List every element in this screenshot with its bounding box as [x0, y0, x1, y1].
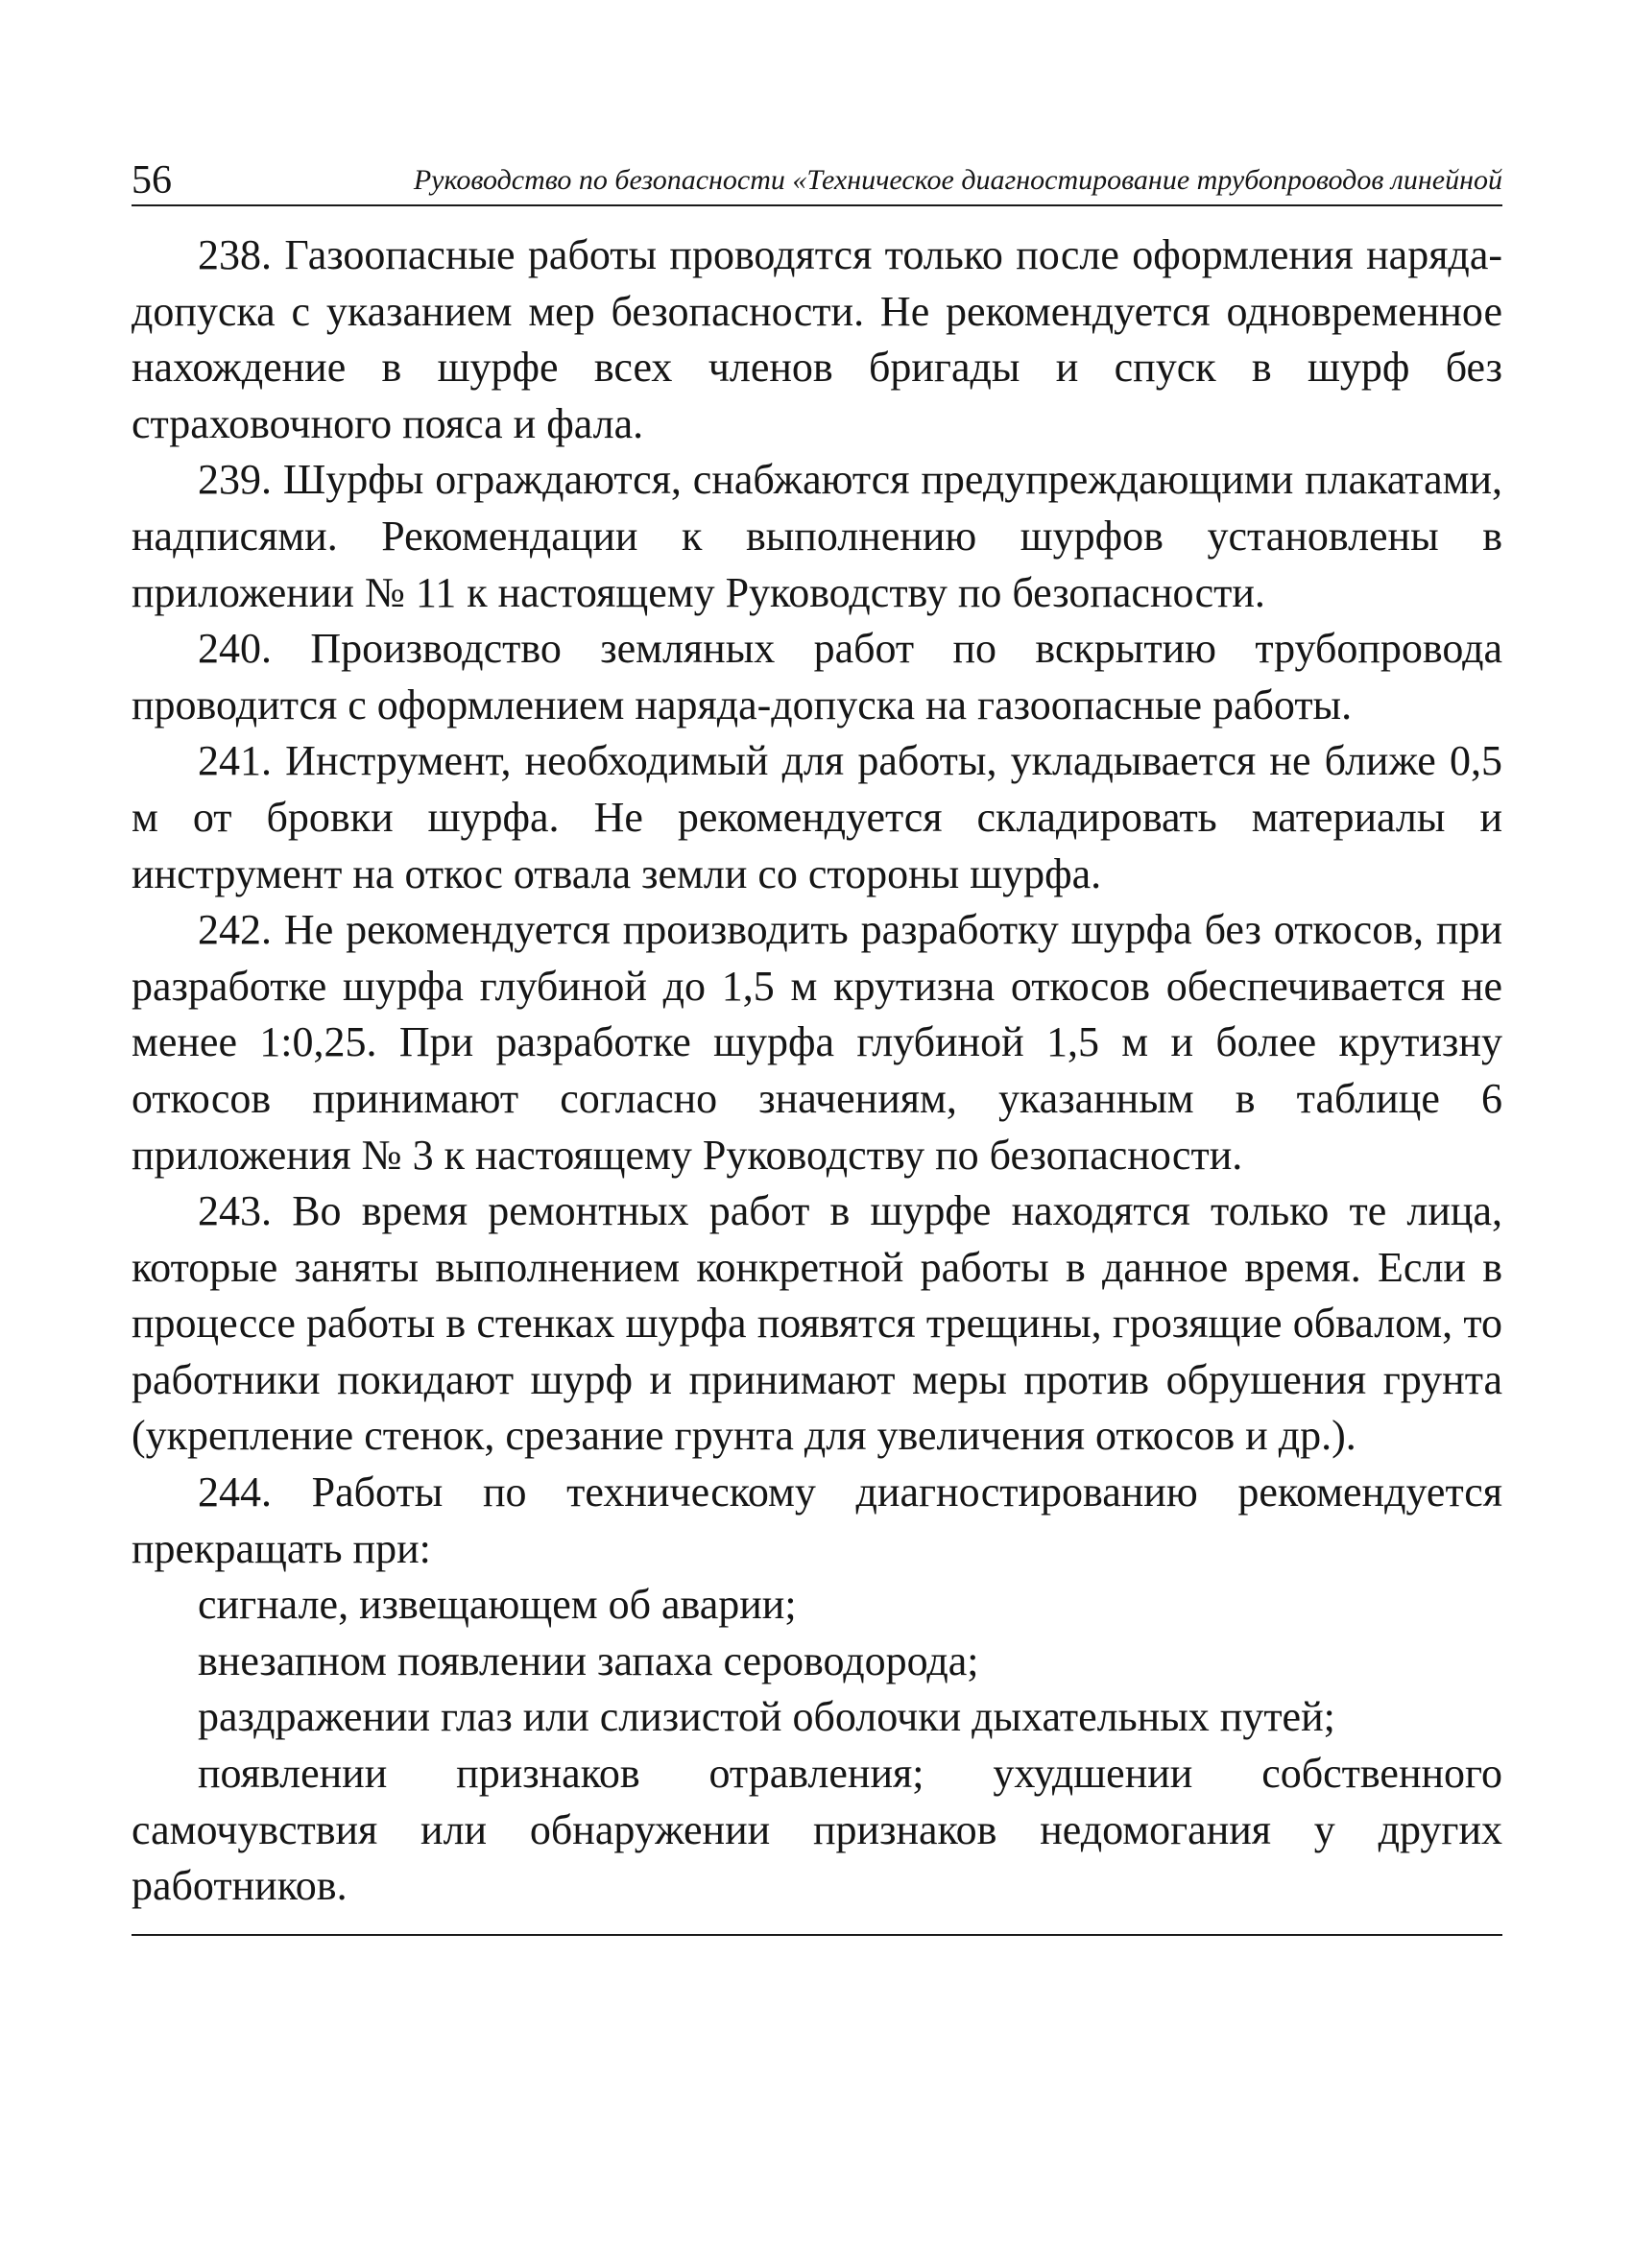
- running-head: [132, 149, 1502, 206]
- paragraph-244: 244. Работы по техническому диагностированию рекомендуется прекращать при:: [132, 1468, 1502, 1572]
- paragraph-243: 243. Во время ремонтных работ в шурфе находятся только те лица, которые заняты выполнением конкретной работы в данное время. Если в процессе работы в стенках шурфа появятся трещины, грозящие обвалом, то работники покидают шурф и принимают меры против обрушения грунта (укрепление стенок, срезание грунта для увеличения откосов и др.).: [132, 1187, 1502, 1460]
- list-item-irritation: раздражении глаз или слизистой оболочки дыхательных путей;: [198, 1693, 1335, 1741]
- paragraph-239: 239. Шурфы ограждаются, снабжаются предупреждающими плакатами, надписями. Рекомендации к выполнению шурфов установлены в приложении № 11 к настоящему Руководству по безопасности.: [132, 456, 1502, 616]
- paragraph-241: 241. Инструмент, необходимый для работы, укладывается не ближе 0,5 м от бровки шурфа. Не рекомендуется складировать материалы и инструмент на откос отвала земли со стороны шурфа.: [132, 737, 1502, 897]
- running-title: Руководство по безопасности «Техническое диагностирование трубопроводов линейной: [413, 164, 1502, 196]
- page-number: 56: [132, 158, 172, 203]
- list-item-alarm-signal: сигнале, извещающем об аварии;: [198, 1581, 797, 1629]
- list-item-poisoning: появлении признаков отравления; ухудшении собственного самочувствия или обнаружении признаков недомогания у других работников.: [132, 1750, 1502, 1910]
- body-text: [132, 227, 1502, 1915]
- paragraph-240: 240. Производство земляных работ по вскрытию трубопровода проводится с оформлением наряда-допуска на газоопасные работы.: [132, 625, 1502, 728]
- bottom-rule: [132, 1934, 1502, 1936]
- list-item-hydrogen-sulfide: внезапном появлении запаха сероводорода;: [198, 1636, 979, 1684]
- document-page: [132, 149, 1502, 1936]
- paragraph-242: 242. Не рекомендуется производить разработку шурфа без откосов, при разработке шурфа глубиной до 1,5 м крутизна откосов обеспечивается не менее 1:0,25. При разработке шурфа глубиной 1,5 м и более крутизну откосов принимают согласно значениям, указанным в таблице 6 приложения № 3 к настоящему Руководству по безопасности.: [132, 906, 1502, 1179]
- paragraph-238: 238. Газоопасные работы проводятся только после оформления наряда-допуска с указанием мер безопасности. Не рекомендуется одновременное нахождение в шурфе всех членов бригады и спуск в шурф без страховочного пояса и фала.: [132, 231, 1502, 447]
